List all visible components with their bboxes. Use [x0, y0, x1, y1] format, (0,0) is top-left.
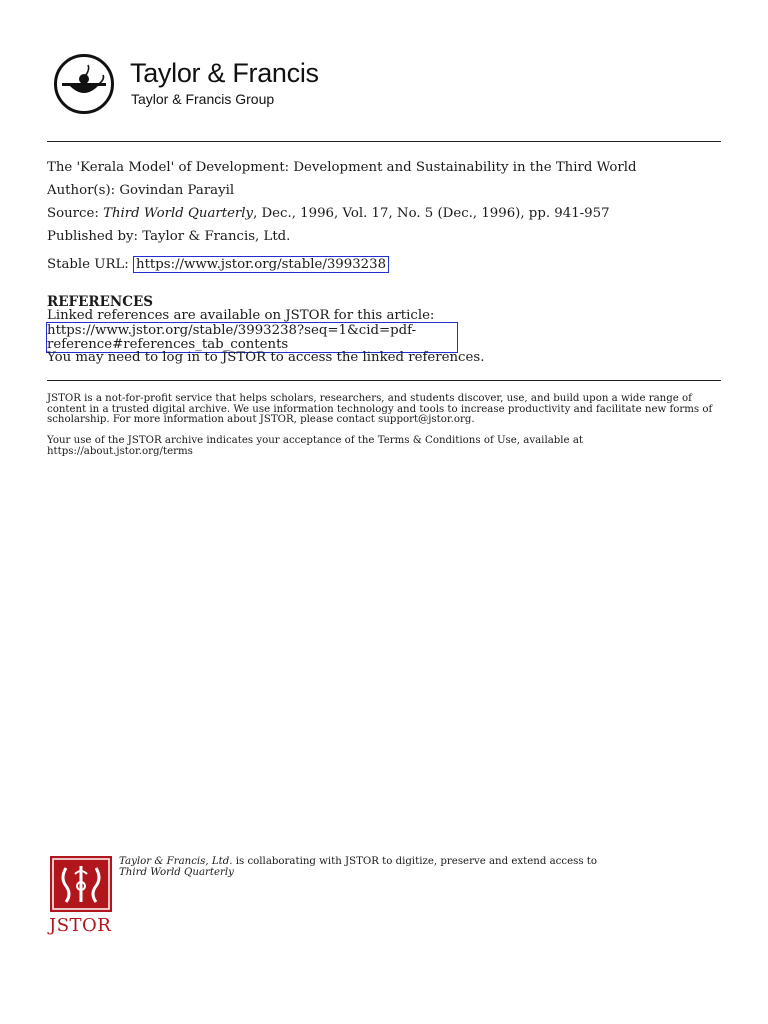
footer-publisher: Taylor & Francis, Ltd.	[119, 856, 233, 867]
source-details: , Dec., 1996, Vol. 17, No. 5 (Dec., 1996), pp. 941-957	[253, 206, 610, 221]
footer-journal: Third World Quarterly	[119, 867, 234, 878]
journal-name: Third World Quarterly	[103, 206, 254, 221]
authors-value: Govindan Parayil	[119, 183, 235, 198]
published-label: Published by:	[47, 229, 139, 244]
authors-label: Author(s):	[47, 183, 116, 198]
collaboration-note	[119, 856, 719, 878]
stable-url-row	[47, 257, 389, 272]
jstor-about: JSTOR is a not-for-profit service that helps scholars, researchers, and students discover, use, and build upon a wide range of content in a trusted digital archive. We use information technology and tools to increase productivity and facilitate new forms of scholarship. For more information about JSTOR, please contact support@jstor.org.	[47, 393, 713, 426]
references-link-line2[interactable]: reference#references_tab_contents	[47, 337, 289, 352]
taylor-francis-lamp-icon	[54, 54, 114, 114]
references-heading: REFERENCES	[47, 294, 154, 310]
references-link-line1[interactable]: https://www.jstor.org/stable/3993238?seq=1&cid=pdf-	[47, 323, 417, 338]
stable-url-label: Stable URL:	[47, 257, 129, 272]
article-source	[47, 206, 610, 221]
footer-collab-text: is collaborating with JSTOR to digitize, preserve and extend access to	[232, 856, 598, 867]
source-label: Source:	[47, 206, 99, 221]
references-intro: Linked references are available on JSTOR for this article:	[47, 308, 435, 323]
article-publisher	[47, 229, 290, 244]
jstor-seal-icon	[50, 856, 112, 912]
article-authors	[47, 183, 234, 198]
stable-url-link[interactable]: https://www.jstor.org/stable/3993238	[133, 256, 389, 273]
article-title: The 'Kerala Model' of Development: Development and Sustainability in the Third World	[47, 160, 637, 175]
publisher-value: Taylor & Francis, Ltd.	[142, 229, 291, 244]
jstor-terms: Your use of the JSTOR archive indicates your acceptance of the Terms & Conditions of Use, available at https://about.jstor.org/terms	[47, 435, 583, 457]
jstor-wordmark: JSTOR	[49, 915, 112, 936]
publisher-group: Taylor & Francis Group	[131, 91, 275, 107]
divider	[47, 380, 721, 381]
divider	[47, 141, 721, 142]
references-login-note: You may need to log in to JSTOR to access the linked references.	[47, 350, 485, 365]
publisher-name: Taylor & Francis	[130, 58, 319, 88]
